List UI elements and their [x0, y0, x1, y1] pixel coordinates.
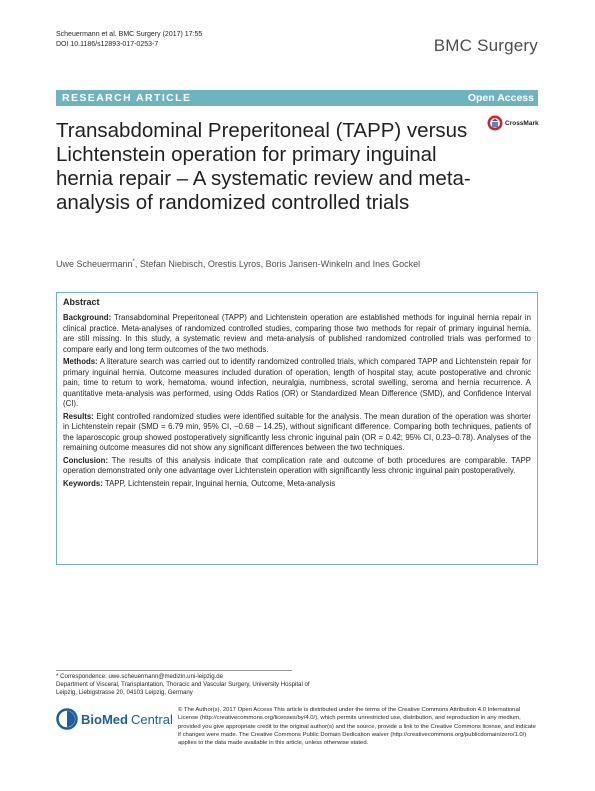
footnote-divider — [56, 670, 292, 671]
correspondence-footnote — [56, 673, 316, 698]
crossmark-label: CrossMark — [505, 119, 539, 127]
conclusion-text: The results of this analysis indicate that complication rate and outcome of both procedures are comparable. TAPP operation demonstrated only one advantage over Lichtenstein operation with significantly less chronic inguinal pain postoperatively. — [63, 455, 531, 475]
results-label: Results: — [63, 411, 94, 421]
abstract-heading: Abstract — [63, 297, 100, 307]
author-affiliation: Department of Visceral, Transplantation, Thoracic and Vascular Surgery, University Hospital of Leipzig, Liebigstrasse 20, 04103 Leipzig, Germany — [56, 681, 310, 697]
methods-text: A literature search was carried out to identify randomized controlled trials, which compared TAPP and Lichtenstein repair for primary inguinal hernia. Outcome measures included duration of operation, length of hospital stay, acute postoperative and chronic pain, time to return to work, hematoma, wound infection, neuralgia, numbness, scrotal swelling, seroma and hernia recurrence. A quantitative meta-analysis was performed, using Odds Ratios (OR) or Standardized Mean Difference (SMD), and Confidence Interval (CI). — [63, 357, 531, 408]
abstract-body — [63, 313, 531, 491]
journal-name: BMC Surgery — [433, 36, 538, 55]
correspondence-email[interactable]: * Correspondence: uwe.scheuermann@medizin.uni-leipzig.de — [56, 673, 224, 680]
abstract-conclusion — [63, 456, 531, 477]
open-access-label: Open Access — [467, 92, 534, 104]
license-statement: © The Author(s). 2017 Open Access This article is distributed under the terms of the Creative Commons Attribution 4.0 International License (http://creativecommons.org/licenses/by/4.0/), which permits unrestricted use, distribution, and reproduction in any medium, provided you give appropriate credit to the original author(s) and the source, provide a link to the Creative Commons license, and indicate if changes were made. The Creative Commons Public Domain Dedication waiver (http://creativecommons.org/publicdomain/zero/1.0/) applies to the data made available in this article, unless otherwise stated. — [178, 707, 536, 747]
article-type-banner — [56, 90, 538, 106]
abstract-keywords — [63, 479, 531, 490]
citation-header — [56, 30, 202, 50]
conclusion-label: Conclusion: — [63, 455, 109, 465]
crossmark-icon — [487, 115, 503, 131]
abstract-methods — [63, 357, 531, 410]
citation-line: Scheuermann et al. BMC Surgery (2017) 17:55 — [56, 31, 203, 38]
corresponding-author: Uwe Scheuermann — [56, 259, 133, 269]
article-type-label: RESEARCH ARTICLE — [62, 92, 192, 104]
methods-label: Methods: — [63, 357, 98, 366]
co-authors: , Stefan Niebisch, Orestis Lyros, Boris Jansen-Winkeln and Ines Gockel — [134, 259, 421, 269]
keywords-label: Keywords: — [63, 478, 103, 488]
background-text: Transabdominal Preperitoneal (TAPP) and Lichtenstein operation are established methods for inguinal hernia repair in clinical practice. Meta-analyses of randomized controlled studies, comparing those two methods for repair of primary inguinal hernia, are still missing. In this study, a systematic review and meta-analysis of published randomized controlled trials was performed to compare early and long term outcomes of the two methods. — [63, 313, 531, 354]
biomed-central-logo-icon — [56, 708, 78, 730]
publisher-name-bold: BioMed — [81, 711, 128, 727]
results-text: Eight controlled randomized studies were identified suitable for the analysis. The mean duration of the operation was shorter in Lichtenstein repair (SMD = 6.79 min, 95% CI, −0.68 – 14.25), without significant difference. Comparing both techniques, patients of the laparoscopic group showed postoperatively significantly less chronic inguinal pain (OR = 0.42; 95% CI, 0.23–0.78). Analyses of the remaining outcome measures did not show any significant differences between the two techniques. — [63, 411, 531, 452]
keywords-text: TAPP, Lichtenstein repair, Inguinal hernia, Outcome, Meta-analysis — [104, 478, 336, 488]
publisher-name-rest: Central — [130, 711, 173, 727]
abstract-results — [63, 412, 531, 454]
corresponding-mark: * — [132, 259, 135, 265]
article-title: Transabdominal Preperitoneal (TAPP) versus Lichtenstein operation for primary inguinal hernia repair – A systematic review and meta-analysis of randomized controlled trials — [56, 119, 471, 214]
background-label: Background: — [63, 313, 112, 322]
abstract-box — [56, 292, 538, 565]
abstract-background — [63, 313, 531, 355]
publisher-logo — [56, 708, 173, 730]
crossmark-badge[interactable] — [487, 115, 539, 131]
author-list — [56, 259, 420, 269]
doi-line: DOI 10.1186/s12893-017-0253-7 — [56, 41, 159, 48]
